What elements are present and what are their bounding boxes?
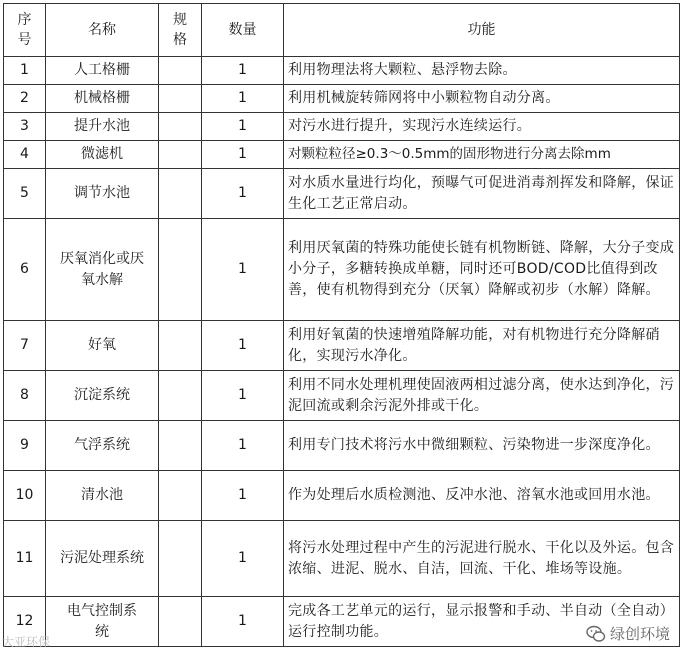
row-index: 11: [4, 521, 46, 597]
table-row: [4, 321, 680, 371]
table-row: [4, 421, 680, 471]
row-index: 5: [4, 169, 46, 219]
row-quantity: 1: [202, 421, 284, 471]
row-function: 利用厌氧菌的特殊功能使长链有机物断链、降解，大分子变成小分子，多糖转换成单糖，同时还可BOD/COD比值得到改善，使有机物得到充分（厌氧）降解或初步（水解）降解。: [284, 219, 680, 321]
header-index: 序号: [4, 4, 46, 57]
table-row: [4, 371, 680, 421]
row-function: 利用好氧菌的快速增殖降解功能，对有机物进行充分降解硝化，实现污水净化。: [284, 321, 680, 371]
row-spec: [159, 113, 202, 141]
row-quantity: 1: [202, 141, 284, 169]
row-name: 人工格栅: [46, 57, 159, 85]
row-name: 电气控制系统: [46, 597, 159, 647]
row-function: 作为处理后水质检测池、反冲水池、溶氧水池或回用水池。: [284, 471, 680, 521]
table-row: [4, 521, 680, 597]
row-function: 对污水进行提升，实现污水连续运行。: [284, 113, 680, 141]
row-quantity: 1: [202, 85, 284, 113]
watermark-right: [586, 623, 670, 644]
row-name: 污泥处理系统: [46, 521, 159, 597]
row-spec: [159, 169, 202, 219]
row-quantity: 1: [202, 113, 284, 141]
row-name: 提升水池: [46, 113, 159, 141]
row-name: 好氧: [46, 321, 159, 371]
table-row: [4, 169, 680, 219]
row-name: 清水池: [46, 471, 159, 521]
row-spec: [159, 521, 202, 597]
row-spec: [159, 471, 202, 521]
row-quantity: 1: [202, 371, 284, 421]
row-function: 完成各工艺单元的运行，显示报警和手动、半自动（全自动）运行控制功能。: [284, 597, 680, 647]
equipment-table: [3, 3, 680, 647]
row-quantity: 1: [202, 57, 284, 85]
row-spec: [159, 219, 202, 321]
row-function: 利用不同水处理机理使固液两相过滤分离，使水达到净化，污泥回流或剩余污泥外排或干化。: [284, 371, 680, 421]
row-function: 将污水处理过程中产生的污泥进行脱水、干化以及外运。包含浓缩、进泥、脱水、自洁，回流、干化、堆场等设施。: [284, 521, 680, 597]
row-function: 利用物理法将大颗粒、悬浮物去除。: [284, 57, 680, 85]
row-name: 机械格栅: [46, 85, 159, 113]
table-row: [4, 141, 680, 169]
row-quantity: 1: [202, 597, 284, 647]
header-function: 功能: [284, 4, 680, 57]
row-spec: [159, 421, 202, 471]
row-index: 1: [4, 57, 46, 85]
row-quantity: 1: [202, 169, 284, 219]
row-function: 对颗粒粒径≥0.3～0.5mm的固形物进行分离去除mm: [284, 141, 680, 169]
row-spec: [159, 597, 202, 647]
row-index: 2: [4, 85, 46, 113]
row-function: 利用机械旋转筛网将中小颗粒物自动分离。: [284, 85, 680, 113]
table-row: [4, 219, 680, 321]
row-name: 厌氧消化或厌氧水解: [46, 219, 159, 321]
row-index: 12: [4, 597, 46, 647]
wechat-icon: [586, 624, 606, 644]
row-index: 6: [4, 219, 46, 321]
row-spec: [159, 321, 202, 371]
header-spec: 规格: [159, 4, 202, 57]
row-index: 10: [4, 471, 46, 521]
row-quantity: 1: [202, 521, 284, 597]
row-spec: [159, 141, 202, 169]
row-function: 利用专门技术将污水中微细颗粒、污染物进一步深度净化。: [284, 421, 680, 471]
table-row: [4, 85, 680, 113]
row-name: 气浮系统: [46, 421, 159, 471]
table-row: [4, 471, 680, 521]
row-index: 8: [4, 371, 46, 421]
row-index: 4: [4, 141, 46, 169]
row-spec: [159, 371, 202, 421]
header-quantity: 数量: [202, 4, 284, 57]
row-name: 调节水池: [46, 169, 159, 219]
row-name: 微滤机: [46, 141, 159, 169]
row-index: 9: [4, 421, 46, 471]
row-index: 3: [4, 113, 46, 141]
table-row: [4, 597, 680, 647]
row-index: 7: [4, 321, 46, 371]
watermark-right-label: 绿创环境: [609, 625, 670, 643]
watermark-left: 大亚环保: [2, 635, 51, 649]
table-row: [4, 57, 680, 85]
header-name: 名称: [46, 4, 159, 57]
row-quantity: 1: [202, 471, 284, 521]
row-function: 对水质水量进行均化，预曝气可促进消毒剂挥发和降解，保证生化工艺正常启动。: [284, 169, 680, 219]
row-quantity: 1: [202, 321, 284, 371]
table-row: [4, 113, 680, 141]
row-quantity: 1: [202, 219, 284, 321]
table-header-row: [4, 4, 680, 57]
row-spec: [159, 85, 202, 113]
row-name: 沉淀系统: [46, 371, 159, 421]
row-spec: [159, 57, 202, 85]
